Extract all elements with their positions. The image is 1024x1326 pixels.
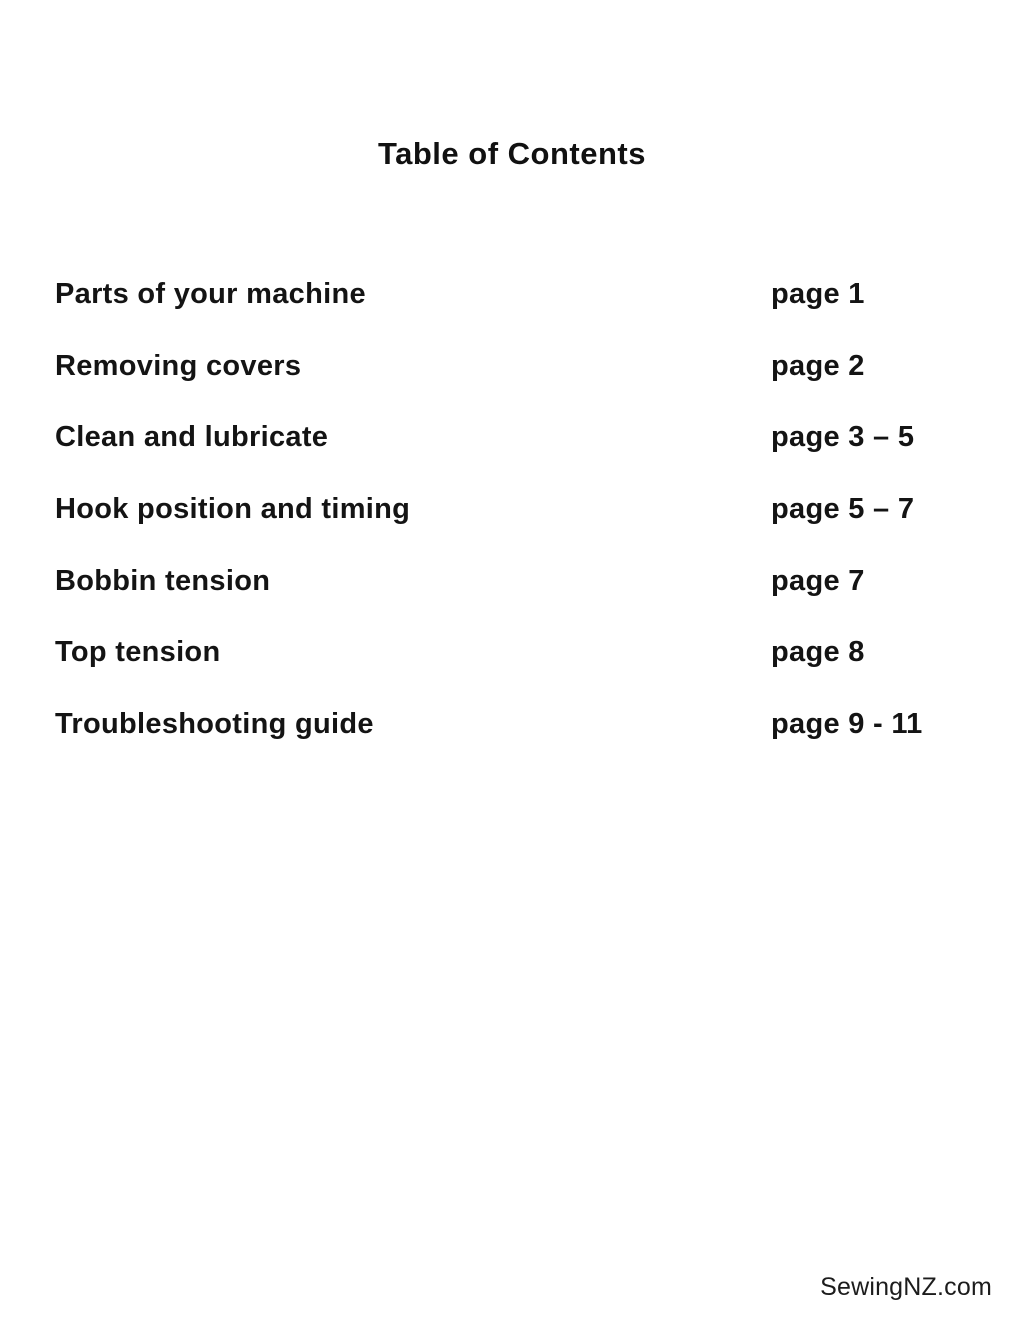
toc-entry-label: Top tension (55, 636, 221, 669)
toc-entry-page: page 7 (771, 564, 865, 597)
toc-entry-page: page 5 – 7 (771, 493, 915, 526)
toc-entry-label: Hook position and timing (55, 493, 411, 526)
site-credit: SewingNZ.com (820, 1273, 992, 1301)
page-title: Table of Contents (378, 136, 646, 171)
toc-entry (55, 351, 984, 381)
toc-entry-label: Parts of your machine (55, 278, 366, 310)
toc-entry-page: page 1 (771, 278, 865, 310)
toc-entry-page: page 2 (771, 349, 865, 382)
toc-entry (55, 566, 984, 596)
toc-entry (55, 637, 984, 667)
toc-entry-page: page 3 – 5 (771, 421, 915, 454)
toc-entry-label: Clean and lubricate (55, 421, 329, 454)
toc-entry-page: page 8 (771, 636, 865, 669)
toc-entry-label: Removing covers (55, 349, 302, 382)
table-of-contents (55, 279, 984, 739)
toc-entry-page: page 9 - 11 (771, 708, 923, 741)
toc-entry-label: Bobbin tension (55, 564, 271, 597)
toc-entry (55, 709, 984, 739)
toc-entry (55, 422, 984, 452)
toc-entry-label: Troubleshooting guide (55, 708, 374, 741)
toc-entry (55, 279, 984, 309)
toc-entry (55, 494, 984, 524)
